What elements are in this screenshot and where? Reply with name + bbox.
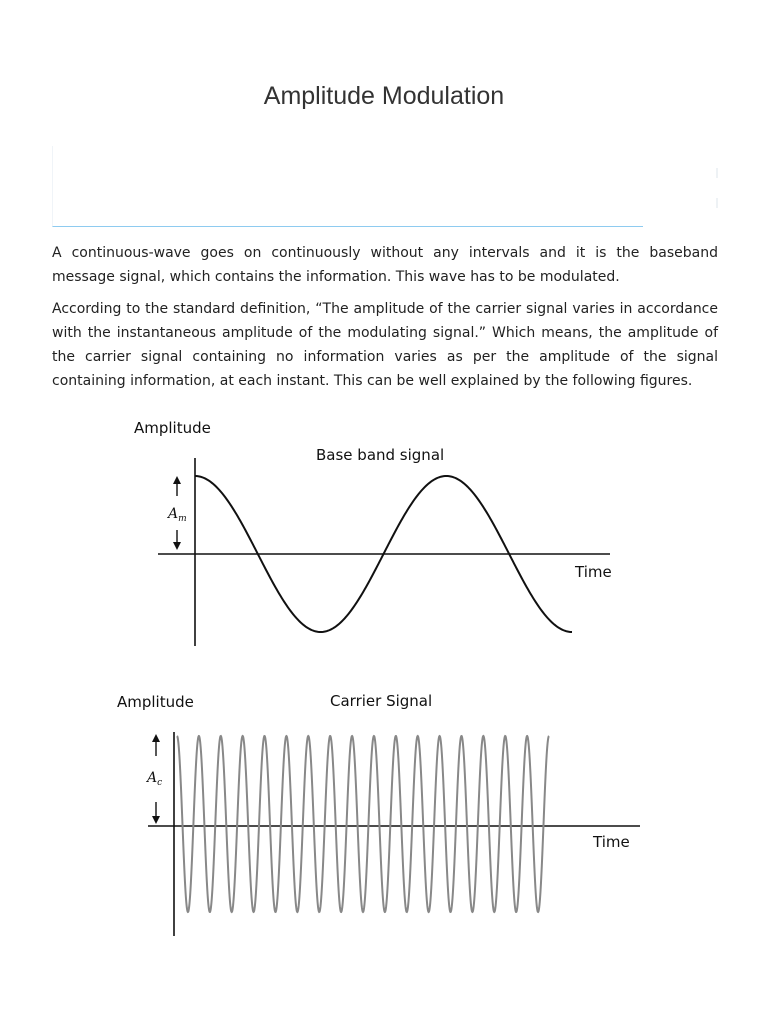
edge-mark — [716, 198, 718, 208]
carrier-amplitude-symbol: $A_c$ — [147, 770, 163, 788]
edge-mark — [716, 168, 718, 178]
carrier-x-label: Time — [593, 833, 630, 851]
paragraph-intro: A continuous-wave goes on continuously without any intervals and it is the baseband message signal, which contains the information. This wave has to be modulated. — [52, 245, 718, 285]
baseband-x-label: Time — [575, 563, 612, 581]
baseband-chart — [0, 400, 768, 660]
paragraph-definition: According to the standard definition, “The amplitude of the carrier signal varies in accordance with the instantaneous amplitude of the modulating signal.” Which means, the amplitude of the carrier signal containing no information varies as per the amplitude of the signal containing information, at each instant. This can be well explained by the following figures. — [52, 301, 718, 389]
baseband-title: Base band signal — [316, 446, 445, 464]
baseband-y-label: Amplitude — [134, 419, 211, 437]
ad-placeholder — [52, 146, 643, 227]
page-title: Amplitude Modulation — [263, 82, 505, 110]
carrier-chart — [0, 676, 768, 946]
baseband-figure — [0, 400, 768, 660]
carrier-title: Carrier Signal — [330, 692, 433, 710]
carrier-wave — [177, 736, 549, 912]
carrier-y-label: Amplitude — [117, 693, 194, 711]
baseband-amplitude-symbol: $A_m$ — [168, 506, 187, 524]
carrier-figure — [0, 676, 768, 946]
